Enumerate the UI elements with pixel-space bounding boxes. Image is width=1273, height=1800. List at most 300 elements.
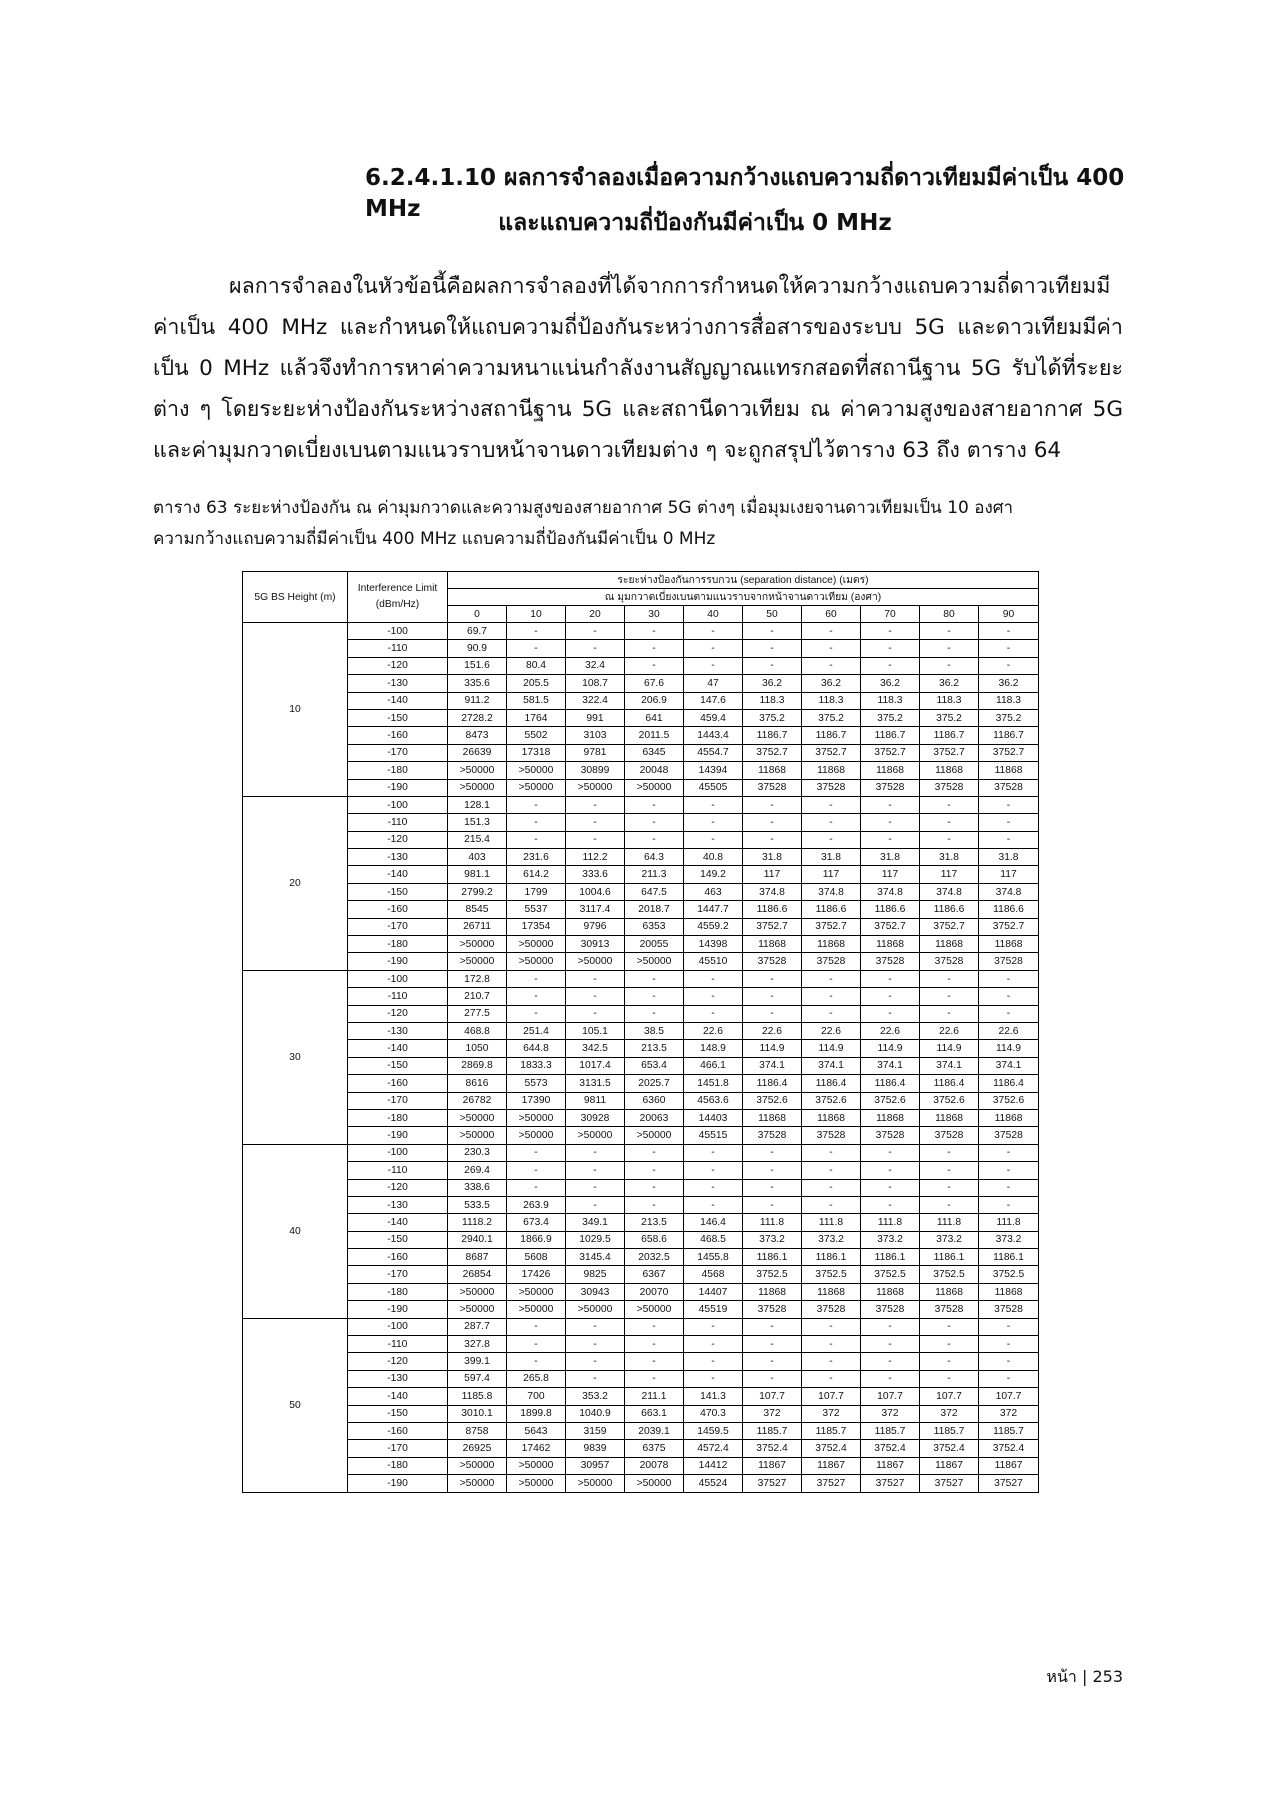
table-row — [243, 1196, 1039, 1213]
interference-limit-cell: -140 — [348, 1040, 448, 1057]
distance-cell: >50000 — [566, 953, 625, 970]
distance-cell: 11868 — [802, 1283, 861, 1300]
distance-cell: - — [920, 1353, 979, 1370]
distance-cell: 2018.7 — [625, 901, 684, 918]
distance-cell: - — [743, 814, 802, 831]
distance-cell: 38.5 — [625, 1022, 684, 1039]
distance-cell: 375.2 — [743, 709, 802, 726]
distance-cell: - — [861, 640, 920, 657]
bs-height-cell: 40 — [243, 1144, 348, 1318]
distance-cell: 3752.7 — [920, 744, 979, 761]
distance-cell: - — [625, 814, 684, 831]
distance-cell: - — [625, 1179, 684, 1196]
distance-cell: >50000 — [448, 1127, 507, 1144]
distance-cell: - — [920, 970, 979, 987]
distance-cell: - — [802, 1196, 861, 1213]
distance-cell: - — [507, 623, 566, 640]
distance-cell: 1186.4 — [861, 1075, 920, 1092]
distance-cell: 45524 — [684, 1475, 743, 1492]
interference-limit-cell: -190 — [348, 1127, 448, 1144]
table-caption-line2: ความกว้างแถบความถี่มีค่าเป็น 400 MHz แถบความถี่ป้องกันมีค่าเป็น 0 MHz — [153, 529, 716, 549]
distance-cell: 26925 — [448, 1440, 507, 1457]
distance-cell: 37527 — [802, 1475, 861, 1492]
distance-cell: 375.2 — [802, 709, 861, 726]
distance-cell: 11868 — [802, 762, 861, 779]
distance-cell: 37527 — [861, 1475, 920, 1492]
table-row — [243, 675, 1039, 692]
distance-cell: 22.6 — [979, 1022, 1039, 1039]
distance-cell: 17426 — [507, 1266, 566, 1283]
distance-cell: 37528 — [979, 779, 1039, 796]
interference-limit-cell: -180 — [348, 1109, 448, 1126]
interference-limit-cell: -100 — [348, 970, 448, 987]
distance-cell: 3752.7 — [920, 918, 979, 935]
distance-cell: 22.6 — [802, 1022, 861, 1039]
distance-cell: 349.1 — [566, 1214, 625, 1231]
interference-limit-cell: -100 — [348, 1318, 448, 1335]
table-row — [243, 1127, 1039, 1144]
distance-cell: 67.6 — [625, 675, 684, 692]
interference-limit-cell: -140 — [348, 866, 448, 883]
distance-cell: 374.1 — [861, 1057, 920, 1074]
distance-cell: - — [566, 1144, 625, 1161]
distance-cell: - — [743, 1353, 802, 1370]
distance-cell: - — [861, 1005, 920, 1022]
distance-cell: 1186.7 — [802, 727, 861, 744]
distance-cell: 1186.7 — [979, 727, 1039, 744]
distance-cell: - — [507, 1318, 566, 1335]
distance-cell: 403 — [448, 849, 507, 866]
distance-cell: - — [566, 988, 625, 1005]
distance-cell: 2039.1 — [625, 1422, 684, 1439]
distance-cell: 327.8 — [448, 1336, 507, 1353]
separation-distance-table — [242, 571, 1039, 1493]
distance-cell: 20078 — [625, 1457, 684, 1474]
distance-cell: 11868 — [861, 1283, 920, 1300]
distance-cell: 3752.5 — [861, 1266, 920, 1283]
distance-cell: 1029.5 — [566, 1231, 625, 1248]
distance-cell: 107.7 — [861, 1388, 920, 1405]
distance-cell: >50000 — [566, 1127, 625, 1144]
distance-cell: 2869.8 — [448, 1057, 507, 1074]
distance-cell: 287.7 — [448, 1318, 507, 1335]
distance-cell: 14394 — [684, 762, 743, 779]
distance-cell: - — [920, 1005, 979, 1022]
distance-cell: 146.4 — [684, 1214, 743, 1231]
distance-cell: 11868 — [861, 936, 920, 953]
distance-cell: 205.5 — [507, 675, 566, 692]
distance-cell: 141.3 — [684, 1388, 743, 1405]
distance-cell: - — [802, 1336, 861, 1353]
header-separation-distance: ระยะห่างป้องกันการรบกวน (separation distance) (เมตร) — [448, 572, 1039, 589]
header-angle-cell: 50 — [743, 606, 802, 623]
distance-cell: 8687 — [448, 1249, 507, 1266]
interference-limit-cell: -110 — [348, 640, 448, 657]
distance-cell: - — [802, 1318, 861, 1335]
distance-cell: - — [802, 1162, 861, 1179]
distance-cell: 1899.8 — [507, 1405, 566, 1422]
distance-cell: 1447.7 — [684, 901, 743, 918]
distance-cell: - — [566, 1336, 625, 1353]
distance-cell: - — [566, 640, 625, 657]
distance-cell: 373.2 — [861, 1231, 920, 1248]
distance-cell: 8616 — [448, 1075, 507, 1092]
distance-cell: 47 — [684, 675, 743, 692]
distance-cell: 114.9 — [743, 1040, 802, 1057]
header-row-1 — [243, 572, 1039, 589]
distance-cell: 2011.5 — [625, 727, 684, 744]
distance-cell: - — [802, 1005, 861, 1022]
distance-cell: - — [743, 640, 802, 657]
table-row — [243, 1388, 1039, 1405]
distance-cell: 11867 — [861, 1457, 920, 1474]
distance-cell: - — [684, 1144, 743, 1161]
table-row — [243, 883, 1039, 900]
distance-cell: - — [743, 831, 802, 848]
distance-cell: 11868 — [861, 762, 920, 779]
table-row — [243, 779, 1039, 796]
distance-cell: 111.8 — [861, 1214, 920, 1231]
distance-cell: 3752.4 — [802, 1440, 861, 1457]
distance-cell: 1186.7 — [861, 727, 920, 744]
interference-limit-cell: -110 — [348, 814, 448, 831]
distance-cell: 8545 — [448, 901, 507, 918]
distance-cell: 8473 — [448, 727, 507, 744]
distance-cell: 11868 — [861, 1109, 920, 1126]
interference-limit-cell: -160 — [348, 1075, 448, 1092]
distance-cell: 1186.6 — [979, 901, 1039, 918]
interference-limit-cell: -130 — [348, 849, 448, 866]
table-row — [243, 1005, 1039, 1022]
distance-cell: - — [507, 970, 566, 987]
distance-cell: 37528 — [802, 1127, 861, 1144]
distance-cell: 17390 — [507, 1092, 566, 1109]
distance-cell: - — [566, 970, 625, 987]
distance-cell: - — [979, 1005, 1039, 1022]
distance-cell: 45519 — [684, 1301, 743, 1318]
distance-cell: - — [507, 988, 566, 1005]
distance-cell: 36.2 — [861, 675, 920, 692]
distance-cell: - — [979, 1353, 1039, 1370]
distance-cell: 20048 — [625, 762, 684, 779]
table-row — [243, 709, 1039, 726]
distance-cell: 11868 — [920, 936, 979, 953]
distance-cell: - — [625, 657, 684, 674]
distance-cell: - — [743, 1144, 802, 1161]
distance-cell: 11868 — [979, 762, 1039, 779]
distance-cell: - — [861, 1196, 920, 1213]
distance-cell: 333.6 — [566, 866, 625, 883]
distance-cell: 114.9 — [802, 1040, 861, 1057]
distance-cell: >50000 — [448, 936, 507, 953]
distance-cell: 105.1 — [566, 1022, 625, 1039]
table-row — [243, 762, 1039, 779]
table-row — [243, 1057, 1039, 1074]
distance-cell: - — [979, 814, 1039, 831]
distance-cell: 373.2 — [802, 1231, 861, 1248]
table-row — [243, 1283, 1039, 1300]
bs-height-cell: 30 — [243, 970, 348, 1144]
distance-cell: 468.8 — [448, 1022, 507, 1039]
distance-cell: 117 — [920, 866, 979, 883]
interference-limit-cell: -110 — [348, 1336, 448, 1353]
distance-cell: 31.8 — [743, 849, 802, 866]
table-row — [243, 623, 1039, 640]
interference-limit-cell: -160 — [348, 1249, 448, 1266]
distance-cell: 3010.1 — [448, 1405, 507, 1422]
distance-cell: - — [566, 814, 625, 831]
distance-cell: >50000 — [448, 953, 507, 970]
distance-cell: 373.2 — [920, 1231, 979, 1248]
interference-limit-cell: -150 — [348, 1405, 448, 1422]
distance-cell: - — [625, 831, 684, 848]
distance-cell: 90.9 — [448, 640, 507, 657]
distance-cell: 1799 — [507, 883, 566, 900]
table-row — [243, 1249, 1039, 1266]
distance-cell: 37528 — [979, 1127, 1039, 1144]
interference-limit-cell: -160 — [348, 1422, 448, 1439]
distance-cell: 14407 — [684, 1283, 743, 1300]
distance-cell: 1186.6 — [743, 901, 802, 918]
distance-cell: 4563.6 — [684, 1092, 743, 1109]
interference-limit-cell: -130 — [348, 1022, 448, 1039]
distance-cell: 11868 — [979, 936, 1039, 953]
distance-cell: >50000 — [507, 1475, 566, 1492]
distance-cell: >50000 — [448, 1457, 507, 1474]
distance-cell: - — [625, 1370, 684, 1387]
distance-cell: - — [802, 988, 861, 1005]
distance-cell: 37527 — [920, 1475, 979, 1492]
distance-cell: 658.6 — [625, 1231, 684, 1248]
distance-cell: >50000 — [507, 1127, 566, 1144]
distance-cell: 3752.7 — [979, 744, 1039, 761]
distance-cell: >50000 — [566, 1475, 625, 1492]
page-number: หน้า | 253 — [1046, 1667, 1123, 1686]
distance-cell: 206.9 — [625, 692, 684, 709]
distance-cell: 128.1 — [448, 796, 507, 813]
interference-limit-cell: -120 — [348, 1005, 448, 1022]
distance-cell: 211.3 — [625, 866, 684, 883]
interference-limit-cell: -160 — [348, 727, 448, 744]
distance-cell: 22.6 — [684, 1022, 743, 1039]
table-row — [243, 1162, 1039, 1179]
distance-cell: - — [566, 1162, 625, 1179]
distance-cell: 373.2 — [743, 1231, 802, 1248]
distance-cell: 2799.2 — [448, 883, 507, 900]
distance-cell: 374.8 — [802, 883, 861, 900]
distance-cell: - — [861, 988, 920, 1005]
distance-cell: 2940.1 — [448, 1231, 507, 1248]
distance-cell: 37528 — [979, 1301, 1039, 1318]
distance-cell: 5643 — [507, 1422, 566, 1439]
distance-cell: - — [566, 623, 625, 640]
distance-cell: >50000 — [625, 953, 684, 970]
distance-cell: >50000 — [625, 1301, 684, 1318]
table-row — [243, 1475, 1039, 1492]
distance-cell: 3752.6 — [920, 1092, 979, 1109]
distance-cell: 1833.3 — [507, 1057, 566, 1074]
distance-cell: - — [743, 1005, 802, 1022]
distance-cell: - — [861, 1336, 920, 1353]
distance-cell: - — [684, 796, 743, 813]
distance-cell: - — [861, 1353, 920, 1370]
distance-cell: 459.4 — [684, 709, 743, 726]
distance-cell: 17318 — [507, 744, 566, 761]
distance-cell: - — [684, 1370, 743, 1387]
table-row — [243, 814, 1039, 831]
distance-cell: 1186.4 — [920, 1075, 979, 1092]
interference-limit-cell: -120 — [348, 657, 448, 674]
distance-cell: - — [684, 970, 743, 987]
distance-cell: 466.1 — [684, 1057, 743, 1074]
table-row — [243, 692, 1039, 709]
distance-cell: 118.3 — [920, 692, 979, 709]
table-row — [243, 1092, 1039, 1109]
table-row — [243, 901, 1039, 918]
distance-cell: 3752.7 — [861, 918, 920, 935]
distance-cell: 1764 — [507, 709, 566, 726]
distance-cell: - — [684, 657, 743, 674]
distance-cell: - — [743, 1196, 802, 1213]
body-paragraph-text: ผลการจำลองในหัวข้อนี้คือผลการจำลองที่ได้จากการกำหนดให้ความกว้างแถบความถี่ดาวเทียมมีค่าเป็น 400 MHz และกำหนดให้แถบความถี่ป้องกันระหว่างการสื่อสารของระบบ 5G และดาวเทียมมีค่าเป็น 0 MHz แล้วจึงทำการหาค่าความหนาแน่นกำลังงานสัญญาณแทรกสอดที่สถานีฐาน 5G รับได้ที่ระยะต่าง ๆ โดยระยะห่างป้องกันระหว่างสถานีฐาน 5G และสถานีดาวเทียม ณ ค่าความสูงของสายอากาศ 5G และค่ามุมกวาดเบี่ยงเบนตามแนวราบหน้าจานดาวเทียมต่าง ๆ จะถูกสรุปไว้ตาราง 63 ถึง ตาราง 64 — [153, 274, 1123, 463]
distance-cell: - — [802, 814, 861, 831]
distance-cell: 1185.8 — [448, 1388, 507, 1405]
distance-cell: 213.5 — [625, 1040, 684, 1057]
distance-cell: 277.5 — [448, 1005, 507, 1022]
table-row — [243, 1440, 1039, 1457]
distance-cell: 251.4 — [507, 1022, 566, 1039]
distance-cell: - — [802, 1144, 861, 1161]
interference-limit-cell: -120 — [348, 1179, 448, 1196]
distance-cell: 3752.7 — [979, 918, 1039, 935]
distance-cell: 37528 — [861, 779, 920, 796]
distance-cell: 118.3 — [743, 692, 802, 709]
distance-cell: 11868 — [920, 1283, 979, 1300]
distance-cell: - — [625, 796, 684, 813]
distance-cell: 375.2 — [979, 709, 1039, 726]
distance-cell: - — [625, 970, 684, 987]
header-angle-cell: 40 — [684, 606, 743, 623]
distance-cell: - — [625, 988, 684, 1005]
distance-cell: - — [684, 831, 743, 848]
distance-cell: 3752.4 — [920, 1440, 979, 1457]
distance-cell: 372 — [802, 1405, 861, 1422]
distance-cell: - — [684, 1162, 743, 1179]
distance-cell: 647.5 — [625, 883, 684, 900]
distance-cell: 6375 — [625, 1440, 684, 1457]
distance-cell: >50000 — [507, 1283, 566, 1300]
distance-cell: - — [979, 623, 1039, 640]
distance-cell: 117 — [802, 866, 861, 883]
distance-cell: 1186.7 — [920, 727, 979, 744]
interference-limit-cell: -110 — [348, 988, 448, 1005]
distance-cell: 45510 — [684, 953, 743, 970]
distance-cell: 36.2 — [802, 675, 861, 692]
distance-cell: 374.1 — [802, 1057, 861, 1074]
distance-cell: - — [861, 814, 920, 831]
distance-cell: 37528 — [861, 1301, 920, 1318]
distance-cell: 111.8 — [920, 1214, 979, 1231]
distance-cell: 30957 — [566, 1457, 625, 1474]
distance-cell: 117 — [861, 866, 920, 883]
distance-cell: >50000 — [507, 762, 566, 779]
distance-cell: - — [861, 1162, 920, 1179]
interference-limit-cell: -170 — [348, 1440, 448, 1457]
distance-cell: 14398 — [684, 936, 743, 953]
distance-cell: 6360 — [625, 1092, 684, 1109]
interference-limit-cell: -120 — [348, 1353, 448, 1370]
distance-cell: - — [920, 657, 979, 674]
distance-cell: 37528 — [861, 953, 920, 970]
bs-height-cell: 50 — [243, 1318, 348, 1492]
interference-limit-cell: -120 — [348, 831, 448, 848]
distance-cell: - — [861, 970, 920, 987]
distance-cell: - — [920, 1336, 979, 1353]
distance-cell: 31.8 — [979, 849, 1039, 866]
section-heading-line1: 6.2.4.1.10 ผลการจำลองเมื่อความกว้างแถบความถี่ดาวเทียมมีค่าเป็น 400 MHz — [365, 165, 1125, 222]
distance-cell: - — [979, 831, 1039, 848]
distance-cell: 338.6 — [448, 1179, 507, 1196]
table-row — [243, 1457, 1039, 1474]
distance-cell: - — [802, 1353, 861, 1370]
distance-cell: 215.4 — [448, 831, 507, 848]
distance-cell: 37528 — [920, 779, 979, 796]
distance-cell: 211.1 — [625, 1388, 684, 1405]
table-row — [243, 1075, 1039, 1092]
distance-cell: - — [625, 1336, 684, 1353]
distance-cell: 32.4 — [566, 657, 625, 674]
distance-cell: 151.6 — [448, 657, 507, 674]
distance-cell: - — [743, 1370, 802, 1387]
distance-cell: 111.8 — [979, 1214, 1039, 1231]
distance-cell: 5502 — [507, 727, 566, 744]
distance-cell: - — [802, 796, 861, 813]
distance-cell: - — [566, 1353, 625, 1370]
distance-cell: 3752.4 — [743, 1440, 802, 1457]
distance-cell: 4572.4 — [684, 1440, 743, 1457]
table-caption-line1: ตาราง 63 ระยะห่างป้องกัน ณ ค่ามุมกวาดและความสูงของสายอากาศ 5G ต่างๆ เมื่อมุมเงยจานดาวเทียมเป็น 10 องศา — [153, 498, 1014, 518]
distance-cell: 353.2 — [566, 1388, 625, 1405]
distance-cell: 3752.6 — [802, 1092, 861, 1109]
distance-cell: 36.2 — [979, 675, 1039, 692]
distance-cell: >50000 — [448, 1109, 507, 1126]
distance-cell: 80.4 — [507, 657, 566, 674]
distance-cell: - — [920, 1162, 979, 1179]
distance-cell: 11868 — [979, 1109, 1039, 1126]
distance-cell: 37528 — [861, 1127, 920, 1144]
distance-cell: 3752.7 — [743, 744, 802, 761]
distance-cell: 30928 — [566, 1109, 625, 1126]
distance-cell: 40.8 — [684, 849, 743, 866]
distance-cell: >50000 — [625, 1127, 684, 1144]
distance-cell: - — [802, 657, 861, 674]
distance-cell: 911.2 — [448, 692, 507, 709]
distance-cell: >50000 — [507, 779, 566, 796]
distance-cell: 107.7 — [920, 1388, 979, 1405]
distance-cell: 26639 — [448, 744, 507, 761]
distance-cell: 3752.4 — [861, 1440, 920, 1457]
distance-cell: 118.3 — [861, 692, 920, 709]
distance-cell: - — [920, 1370, 979, 1387]
interference-limit-cell: -150 — [348, 709, 448, 726]
distance-cell: 148.9 — [684, 1040, 743, 1057]
distance-cell: 335.6 — [448, 675, 507, 692]
distance-cell: 37527 — [979, 1475, 1039, 1492]
distance-cell: 37527 — [743, 1475, 802, 1492]
distance-cell: - — [507, 1336, 566, 1353]
distance-cell: 3752.5 — [979, 1266, 1039, 1283]
distance-cell: - — [684, 640, 743, 657]
